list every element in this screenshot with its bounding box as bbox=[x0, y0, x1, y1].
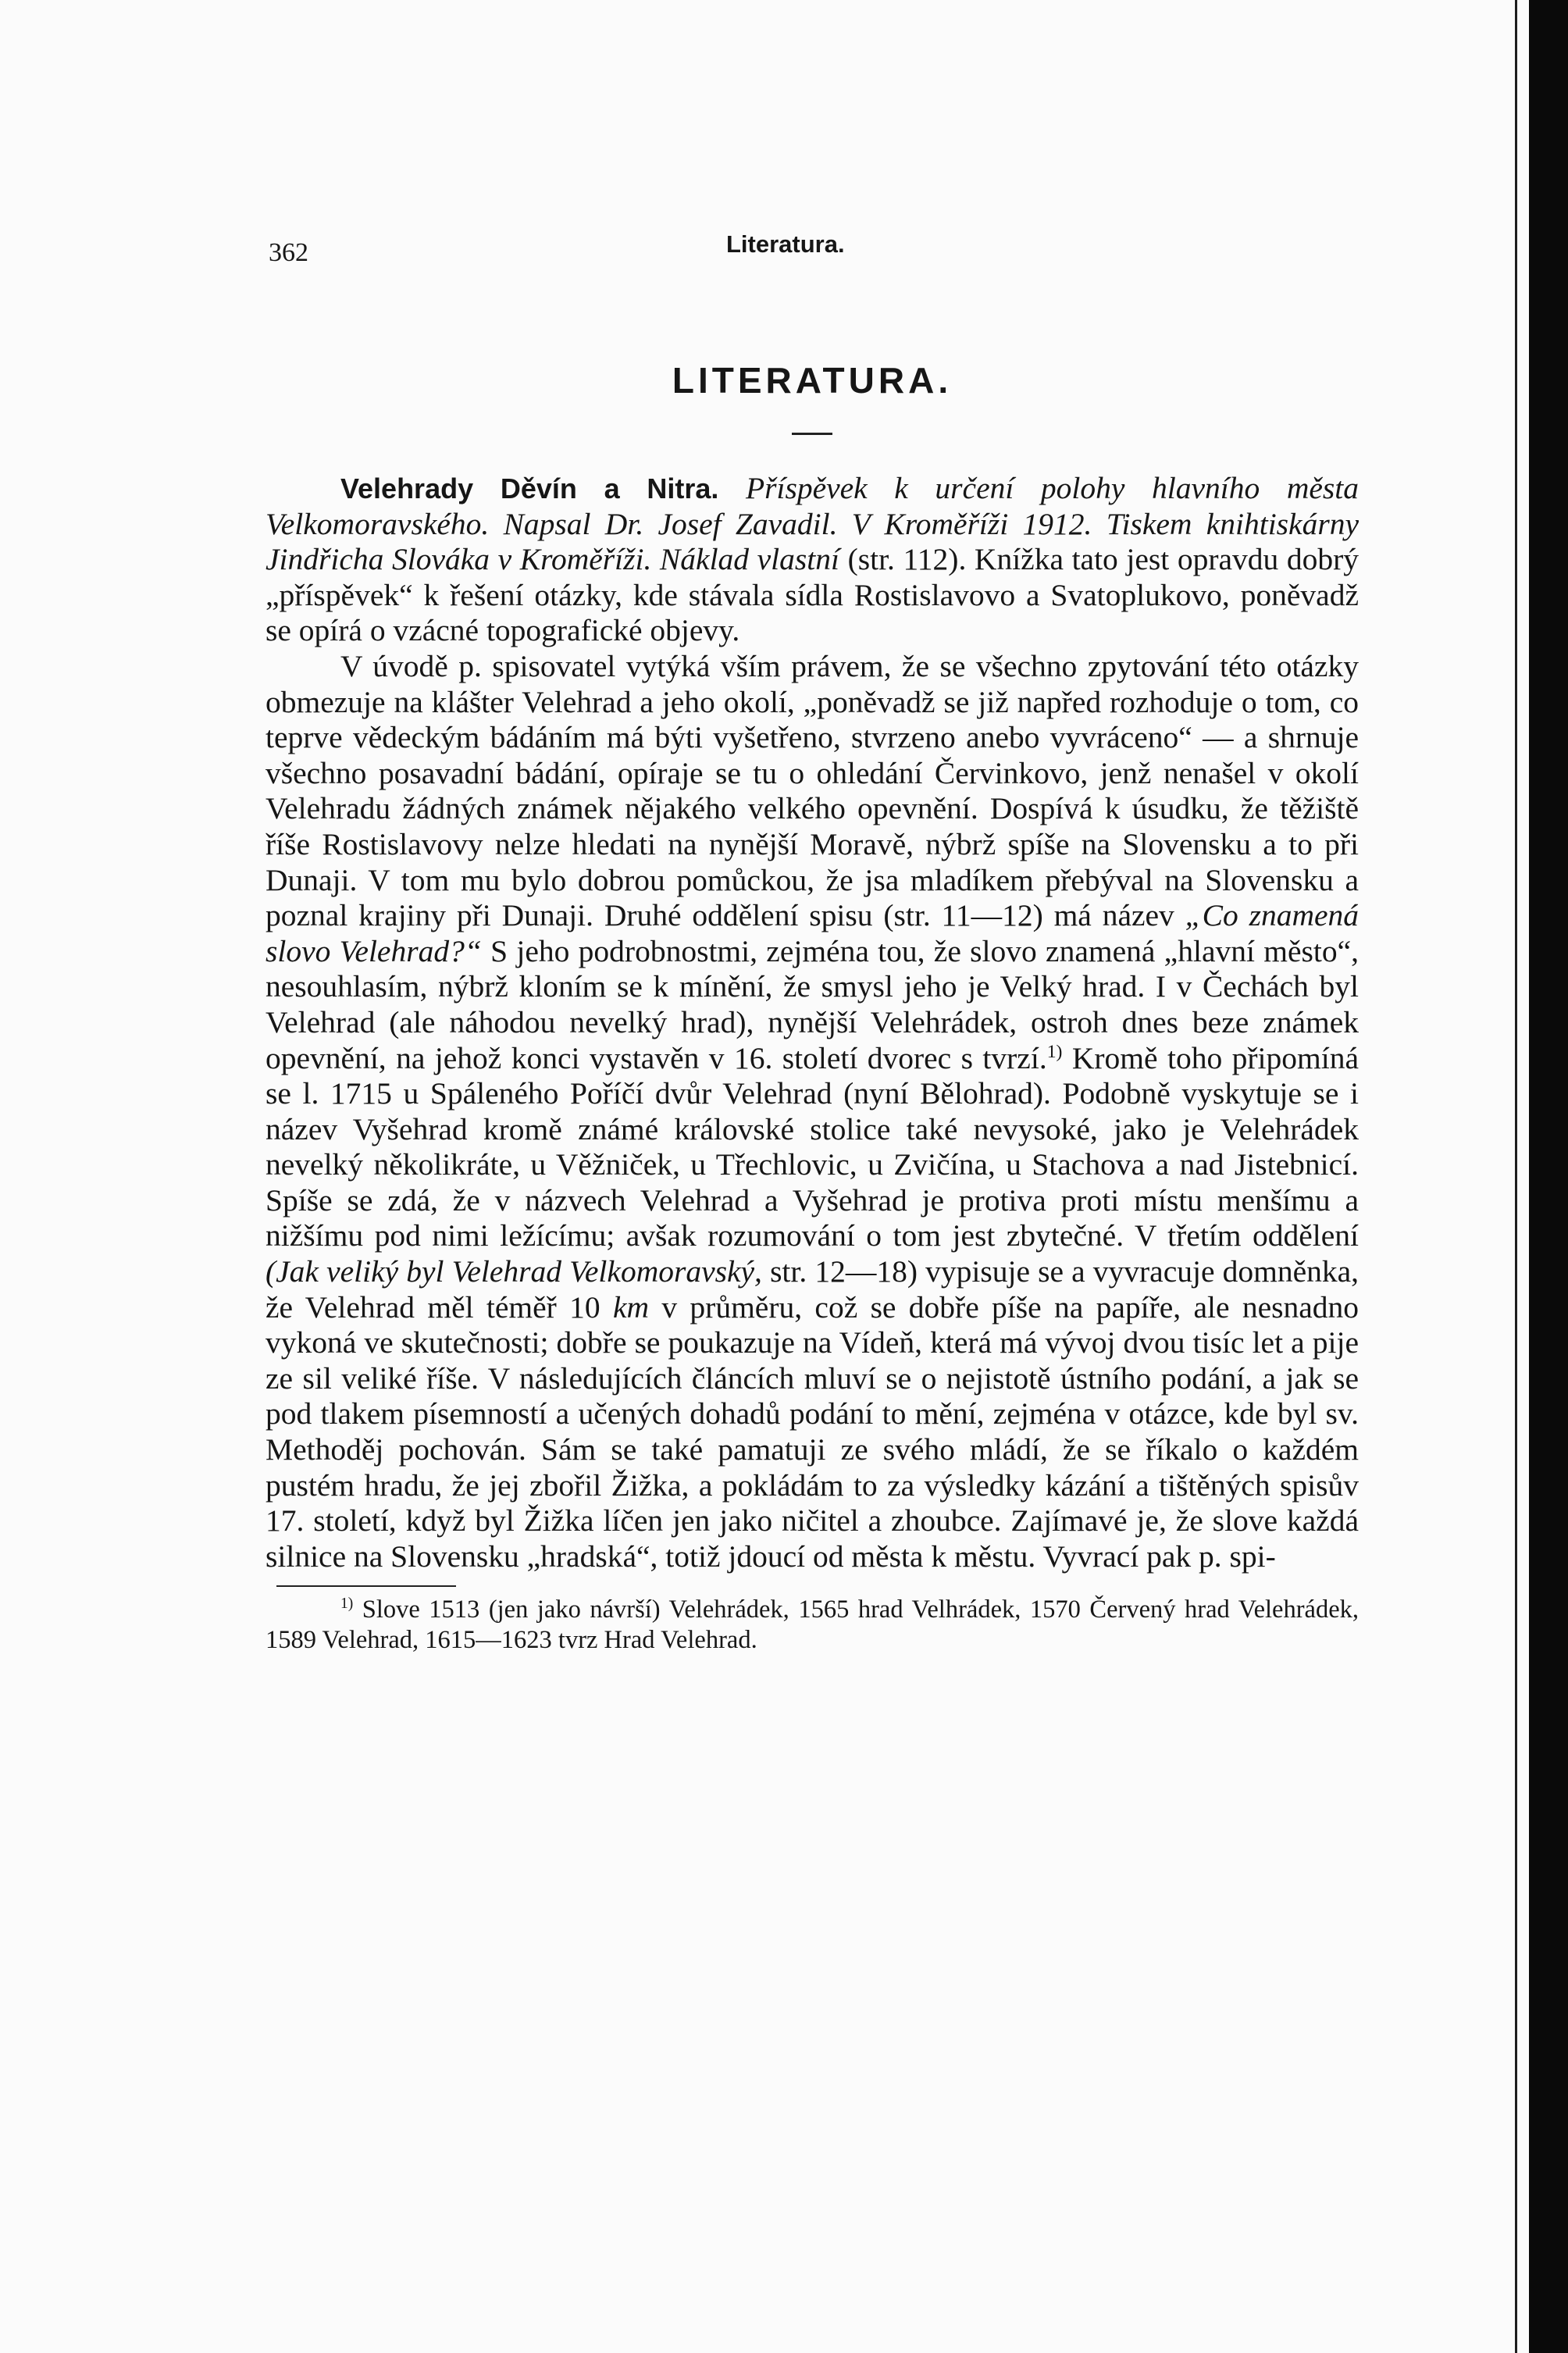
title-divider bbox=[792, 433, 832, 435]
paragraph-2-part-c: Kromě toho připomíná se l. 1715 u Spáleného Poříčí dvůr Velehrad (nyní Bělohrad). Podobně vyskytuje se i název Vyšehrad kromě známé královské stolice také nevysoké, jako je Velehrádek nevelký několikráte, u Věžniček, u Třechlovic, u Zvičína, u Stachova a nad Jistebnicí. Spíše se zdá, že v názvech Velehrad a Vyšehrad je protiva proti místu menšímu a nižšímu pod nimi ležícímu; avšak rozumování o tom jest zbytečné. V třetím oddělení bbox=[265, 1040, 1359, 1253]
paragraph-2-part-a: V úvodě p. spisovatel vytýká vším právem, že se všechno zpytování této otázky obmezuje na klášter Velehrad a jeho okolí, „poněvadž se již napřed rozhoduje o tom, co teprve vědeckým bádáním má býti vyšetřeno, stvrzeno anebo vyvráceno“ — a shrnuje všechno posavadní bádání, opíraje se tu o ohledání Červinkovo, jenž nenašel v okolí Velehradu žádných známek nějakého velkého opevnění. Dospívá k úsudku, že těžiště říše Rostislavovy nelze hledati na nynější Moravě, nýbrž spíše na Slovensku a to při Dunaji. V tom mu bylo dobrou pomůckou, že jsa mladíkem přebýval na Slovensku a poznal krajiny při Dunaji. Druhé oddělení spisu (str. 11—12) má název bbox=[265, 648, 1359, 933]
entry-title: Velehrady Děvín a Nitra. bbox=[340, 472, 719, 504]
footnote-marker: 1) bbox=[340, 1595, 354, 1613]
running-head bbox=[265, 230, 1359, 269]
running-title: Literatura. bbox=[726, 230, 845, 258]
entry-pages: (str. 112). bbox=[847, 542, 967, 577]
paragraph-1-text: Knížka tato jest opravdu dobrý „příspěvek“ k řešení otázky, kde stávala sídla Rostislavovo a Svatoplukovo, poněvadž se opírá o vzácné topografické objevy. bbox=[265, 542, 1360, 648]
article-body bbox=[265, 471, 1359, 1574]
footnote-text: Slove 1513 (jen jako návrší) Velehrádek, 1565 hrad Velhrádek, 1570 Červený hrad Velehrádek, 1589 Velehrad, 1615—1623 tvrz Hrad Velehrad. bbox=[265, 1595, 1359, 1655]
paragraph-2-part-d: str. 12—18) vypisuje se a vyvracuje domněnka, že Velehrad měl téměř 10 bbox=[265, 1254, 1360, 1324]
entry-subtitle: Příspěvek k určení polohy hlavního města Velkomoravského. Napsal Dr. Josef Zavadil. V Kroměříži 1912. Tiskem knihtiskárny Jindřicha Slováka v Kroměříži. Náklad vlastní bbox=[265, 471, 1360, 577]
footnote-paragraph bbox=[265, 1595, 1359, 1656]
page-content bbox=[265, 230, 1359, 1656]
section-title: LITERATURA. bbox=[672, 360, 953, 401]
footnote-divider bbox=[276, 1585, 456, 1587]
scan-border bbox=[1529, 0, 1568, 2353]
paragraph-2 bbox=[265, 649, 1359, 1574]
page-number: 362 bbox=[269, 238, 308, 267]
paragraph-2-italic-1: „Co znamená slovo Velehrad?“ bbox=[265, 898, 1360, 968]
footnote bbox=[265, 1595, 1359, 1656]
paragraph-2-part-e: v průměru, což se dobře píše na papíře, ale nesnadno vykoná ve skutečnosti; dobře se poukazuje na Vídeň, která má vývoj dvou tisíc let a pije ze sil veliké říše. V následujících článcích mluví se o nejistotě ústního podání, a jak se pod tlakem písemností a učených dohadů podání to mění, zejména v otázce, kde byl sv. Methoděj pochován. Sám se také pamatuji ze svého mládí, že se říkalo o každém pustém hradu, že jej zbořil Žižka, a pokládám to za výsledky kázání a tištěných spisův 17. století, když byl Žižka líčen jen jako ničitel a zhoubce. Zajímavé je, že slove každá silnice na Slovensku „hradská“, totiž jdoucí od města k městu. Vyvrací pak p. spi- bbox=[265, 1289, 1360, 1574]
paragraph-2-italic-2: (Jak veliký byl Velehrad Velkomoravský, bbox=[265, 1254, 762, 1289]
unit-km: km bbox=[612, 1289, 650, 1324]
paragraph-1 bbox=[265, 471, 1359, 649]
paragraph-2-part-b: S jeho podrobnostmi, zejména tou, že slovo znamená „hlavní město“, nesouhlasím, nýbrž kloním se k mínění, že smysl jeho je Velký hrad. I v Čechách byl Velehrad (ale náhodou nevelký hrad), nynější Velehrádek, ostroh dnes beze známek opevnění, na jehož konci vystavěn v 16. století dvorec s tvrzí. bbox=[265, 933, 1360, 1075]
page-edge-shadow bbox=[1515, 0, 1517, 2353]
footnote-reference: 1) bbox=[1046, 1041, 1063, 1062]
